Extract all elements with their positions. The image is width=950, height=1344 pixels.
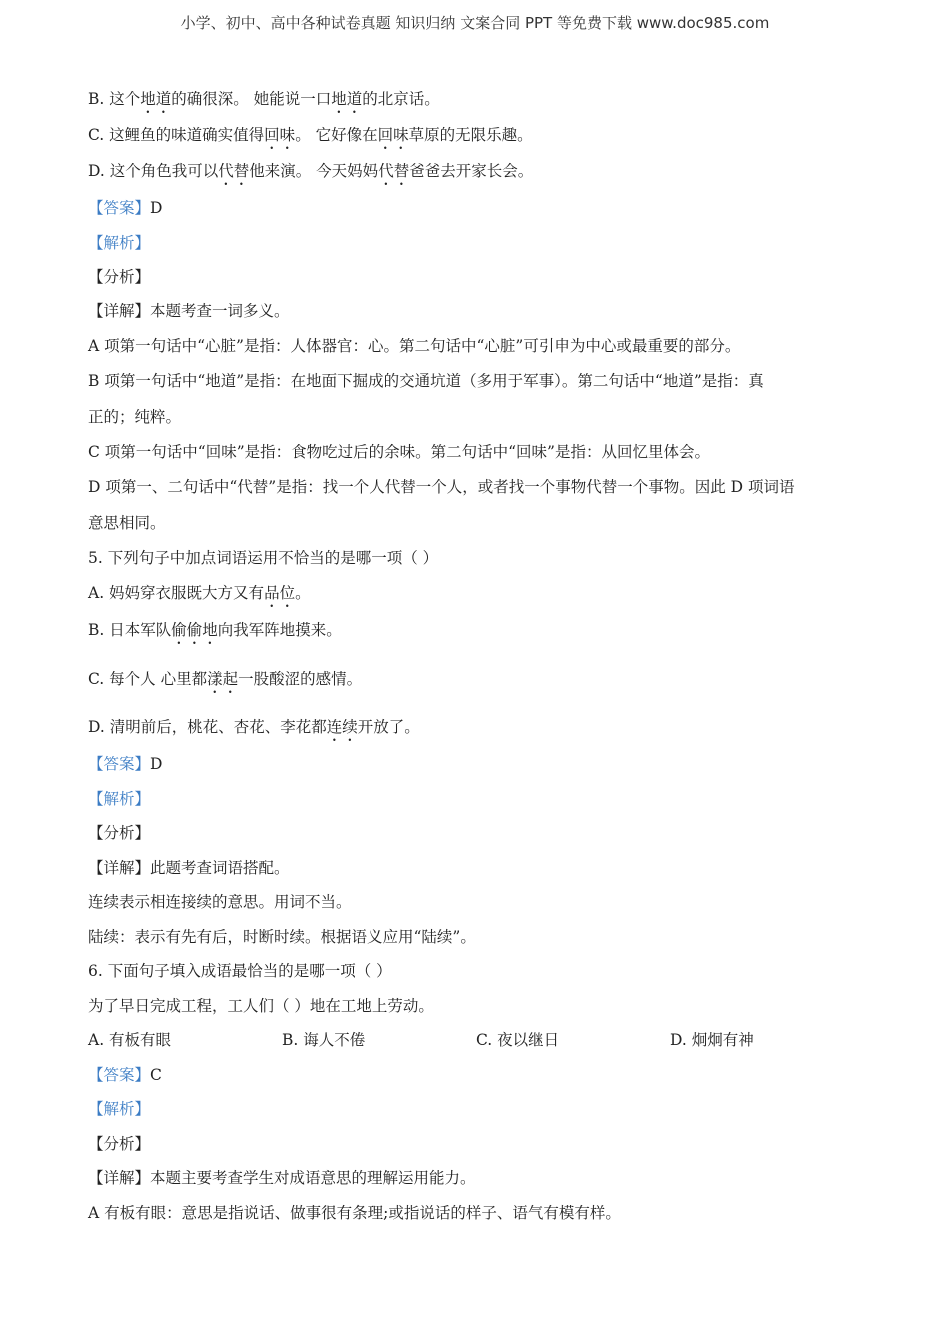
q6-explanation-a: A 有板有眼：意思是指说话、做事很有条理;或指说话的样子、语气有模有样。	[88, 1204, 621, 1222]
q4-explanation-d1: D 项第一、二句话中“代替”是指：找一个人代替一个人，或者找一个事物代替一个事物。因此 D 项词语	[88, 478, 795, 496]
q5-option-a: A. 妈妈穿衣服既大方又有品位。	[88, 584, 311, 602]
q4-answer: 【答案】D	[88, 199, 163, 217]
q6-sentence: 为了早日完成工程，工人们（ ）地在工地上劳动。	[88, 997, 434, 1015]
q5-option-c: C. 每个人 心里都漾起一股酸涩的感情。	[88, 670, 363, 688]
q5-option-d: D. 清明前后，桃花、杏花、李花都连续开放了。	[88, 718, 420, 736]
q5-option-b: B. 日本军队偷偷地向我军阵地摸来。	[88, 621, 342, 639]
q6-stem: 6. 下面句子填入成语最恰当的是哪一项（ ）	[88, 962, 392, 980]
q4-explanation-d2: 意思相同。	[88, 514, 166, 532]
q5-explanation-2: 陆续：表示有先有后，时断时续。根据语义应用“陆续”。	[88, 928, 476, 946]
q4-detail: 【详解】本题考查一词多义。	[88, 302, 290, 320]
q6-option-b: B. 诲人不倦	[282, 1031, 366, 1049]
q6-answer: 【答案】C	[88, 1066, 162, 1084]
q4-option-c: C. 这鲤鱼的味道确实值得回味。 它好像在回味草原的无限乐趣。	[88, 126, 533, 144]
q4-explanation-b2: 正的；纯粹。	[88, 408, 182, 426]
q6-option-c: C. 夜以继日	[476, 1031, 560, 1049]
q4-option-d: D. 这个角色我可以代替他来演。 今天妈妈代替爸爸去开家长会。	[88, 162, 534, 180]
q5-explanation-1: 连续表示相连接续的意思。用词不当。	[88, 893, 352, 911]
q6-fenxi-tag: 【分析】	[88, 1135, 151, 1153]
q6-option-d: D. 炯炯有神	[670, 1031, 754, 1049]
q4-fenxi-tag: 【分析】	[88, 268, 151, 286]
q5-detail: 【详解】此题考查词语搭配。	[88, 859, 290, 877]
q4-explanation-a: A 项第一句话中“心脏”是指：人体器官：心。第二句话中“心脏”可引申为中心或最重要的部分。	[88, 337, 741, 355]
q5-fenxi-tag: 【分析】	[88, 824, 151, 842]
q5-answer: 【答案】D	[88, 755, 163, 773]
q6-analysis-tag: 【解析】	[88, 1100, 151, 1118]
q6-option-a: A. 有板有眼	[88, 1031, 172, 1049]
q4-option-b: B. 这个地道的确很深。 她能说一口地道的北京话。	[88, 90, 440, 108]
q4-explanation-c: C 项第一句话中“回味”是指：食物吃过后的余味。第二句话中“回味”是指：从回忆里体会。	[88, 443, 710, 461]
page-header: 小学、初中、高中各种试卷真题 知识归纳 文案合同 PPT 等免费下载 www.doc985.com	[180, 14, 770, 32]
q4-explanation-b1: B 项第一句话中“地道”是指：在地面下掘成的交通坑道（多用于军事）。第二句话中“地道”是指：真	[88, 372, 764, 390]
q5-stem: 5. 下列句子中加点词语运用不恰当的是哪一项（ ）	[88, 549, 439, 567]
q6-detail: 【详解】本题主要考查学生对成语意思的理解运用能力。	[88, 1169, 476, 1187]
q5-analysis-tag: 【解析】	[88, 790, 151, 808]
q4-analysis-tag: 【解析】	[88, 234, 151, 252]
